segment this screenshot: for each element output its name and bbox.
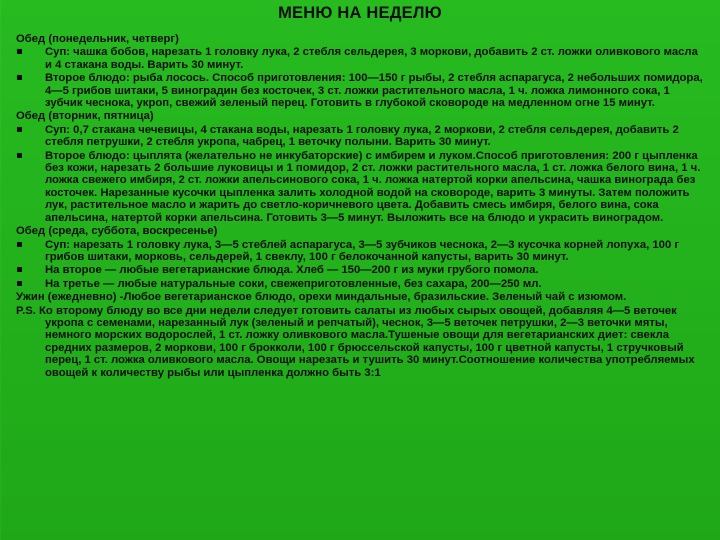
dinner-note: Ужин (ежедневно) -Любое вегетарианское блюдо, орехи миндальные, бразильские. Зеленый чай с изюмом. [16,291,627,304]
list-item [16,264,706,276]
list-item [16,239,706,264]
list-item [16,124,706,149]
list-item-text: Второе блюдо: цыплята (желательно не инкубаторские) с имбирем и луком.Способ приготовления: 200 г цыпленка без кожи, нарезать 2 большие луковицы и 1 помидор, 2 ст. ложки растительного масла, 1 ст. ложка белого вина, 1 ч. ложка свежего имбиря, 2 ст. ложки апельсинового сока, 1 ч. ложка натертой корки апельсина, чашка винограда без косточек. Нарезанные кусочки цыпленка залить холодной водой на сковороде, варить 3 минуты. Затем положить лук, растительное масло и жарить до светло-коричневого цвета. Добавить смесь имбиря, белого вина, сока апельсина, натертой корки апельсина. Готовить 3—5 минут. Выложить все на блюдо и украсить виноградом. [45,149,701,224]
list-item-text: Суп: нарезать 1 головку лука, 3—5 стеблей аспарагуса, 3—5 зубчиков чеснока, 2—3 кусочка корней лопуха, 100 г грибов шитаки, морковь, сельдерей, 1 свеклу, 100 г белокочанной капусты, варить 30 минут. [45,238,680,263]
list-item [16,46,706,71]
list-item-text: Второе блюдо: рыба лосось. Способ приготовления: 100—150 г рыбы, 2 стебля аспарагуса, 2 небольших помидора, 4—5 грибов шитаки, 5 виноградин без косточек, 3 ст. ложки растительного масла, 1 ч. ложка лимонного сока, 1 зубчик чеснока, укроп, свежий зеленый перец. Готовить в глубокой сковороде на медленном огне 15 минут. [45,72,703,110]
menu-content [16,33,706,380]
ps-note: P.S. Ко второму блюду во все дни недели следует готовить салаты из любых сырых овощей, добавляя 4—5 веточек укропа с семенами, нарезанный лук (зеленый и репчатый), чеснок, 3—5 веточек петрушки, 2—3 веточки мяты, немного морских водорослей, 1 ст. ложку оливкового масла.Тушеные овощи для вегетарианских диет: свекла средних размеров, 2 моркови, 100 г брокколи, 100 г брюссельской капусты, 100 г цветной капусты, 1 стручковый перец, 1 ст. ложка оливкового масла. Овощи нарезать и тушить 30 минут.Соотношение количества употребляемых овощей к количеству рыбы или цыпленка должно быть 3:1 [16,304,695,379]
list-item-text: Суп: чашка бобов, нарезать 1 головку лука, 2 стебля сельдерея, 3 моркови, добавить 2 ст. ложки оливкового масла и 4 стакана воды. Варить 30 минут. [45,46,698,71]
list-item-text: На третье — любые натуральные соки, свежеприготовленные, без сахара, 200—250 мл. [45,277,542,290]
list-item [16,150,706,224]
square-bullet-icon [16,241,22,247]
page-title: МЕНЮ НА НЕДЕЛЮ [278,4,442,22]
square-bullet-icon [16,152,22,158]
section-heading-tue-fri: Обед (вторник, пятница) [16,110,154,123]
square-bullet-icon [16,126,22,132]
section-heading-wed-sat-sun: Обед (среда, суббота, воскресенье) [16,225,218,238]
list-item-text: Суп: 0,7 стакана чечевицы, 4 стакана воды, нарезать 1 головку лука, 2 моркови, 2 стебля сельдерея, добавить 2 стебля петрушки, 2 стебля укропа, чабрец, 1 веточку полыни. Варить 30 минут. [45,123,679,149]
square-bullet-icon [16,48,22,54]
square-bullet-icon [16,280,22,286]
square-bullet-icon [16,74,22,80]
list-item [16,278,706,290]
list-item [16,72,706,109]
square-bullet-icon [16,266,22,272]
list-item-text: На второе — любые вегетарианские блюда. Хлеб — 150—200 г из муки грубого помола. [45,264,539,277]
section-heading-mon-thu: Обед (понедельник, четверг) [16,33,179,45]
